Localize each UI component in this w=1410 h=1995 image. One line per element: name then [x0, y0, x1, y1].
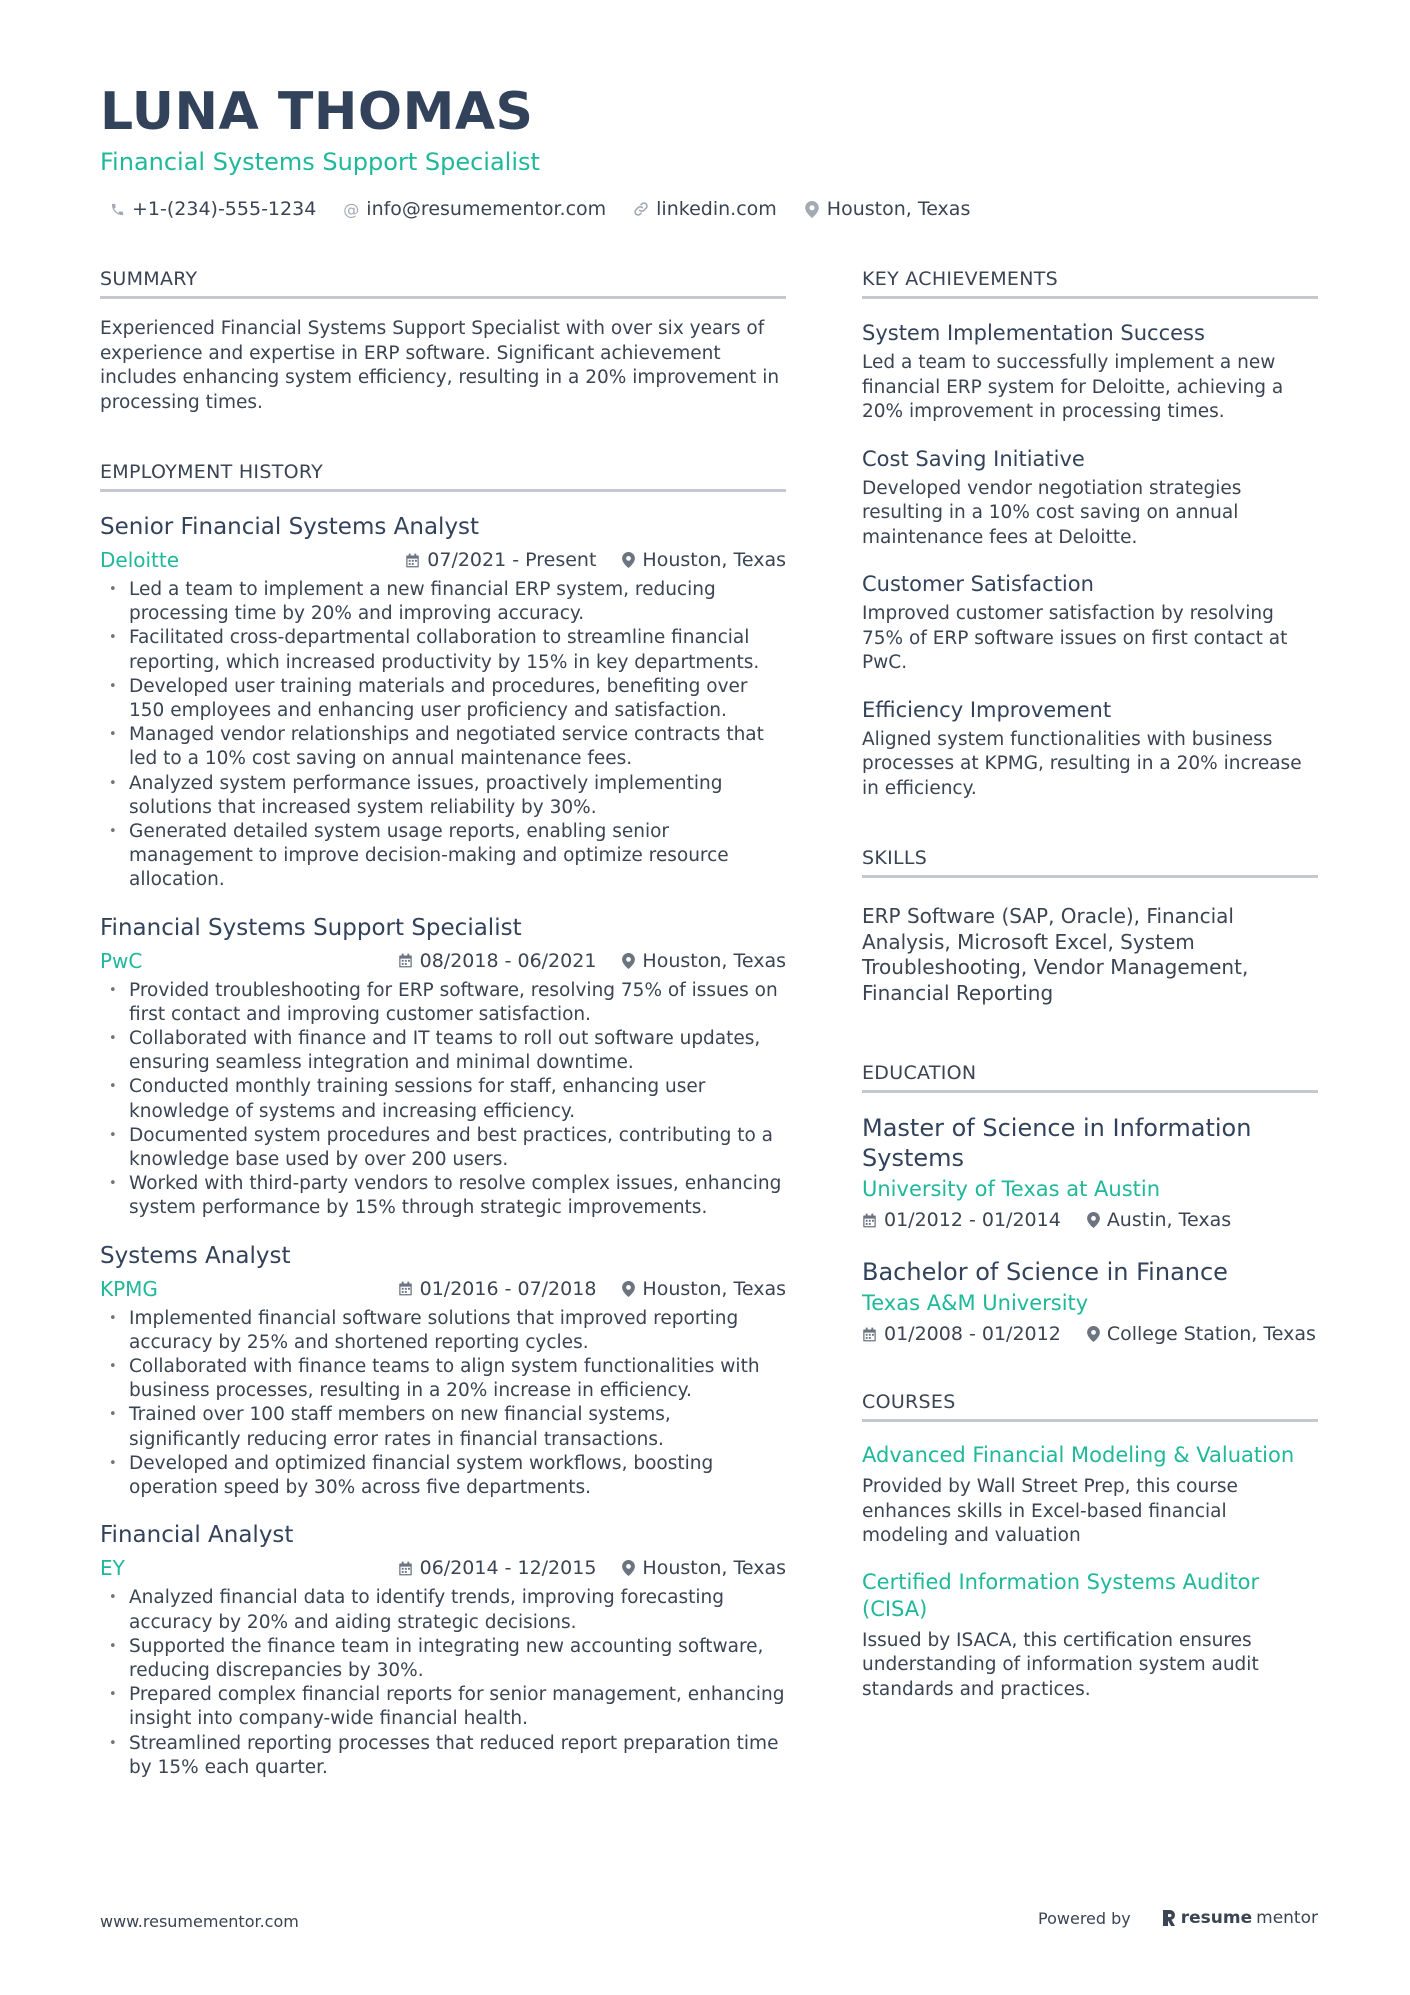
contact-email[interactable] — [342, 198, 606, 220]
course-item — [862, 1442, 1318, 1549]
education-location-text: Austin, Texas — [1106, 1209, 1232, 1231]
phone-icon — [108, 202, 126, 217]
job-bullet: • Managed vendor relationships and negotiated service contracts that led to a 10% cost saving on annual maintenance fees. — [100, 723, 786, 771]
job-bullet: • Implemented financial software solutions that improved reporting accuracy by 25% and shortened reporting cycles. — [100, 1307, 786, 1355]
education-dates-text: 01/2012 - 01/2014 — [884, 1209, 1061, 1231]
location-pin-icon — [1087, 1326, 1100, 1342]
location-pin-icon — [622, 552, 635, 568]
job-company: KPMG — [100, 1276, 158, 1301]
job-dates-text: 08/2018 - 06/2021 — [419, 949, 597, 972]
education-school: Texas A&M University — [862, 1291, 1089, 1315]
contact-email-text: info@resumementor.com — [366, 198, 607, 220]
calendar-icon — [398, 953, 413, 968]
location-pin-icon — [803, 201, 821, 218]
contact-linkedin-text: linkedin.com — [656, 198, 777, 220]
course-desc: Provided by Wall Street Prep, this course enhances skills in Excel-based financial modeling and valuation — [862, 1476, 1238, 1546]
job-bullets — [100, 979, 786, 1221]
job-dates — [405, 549, 596, 571]
education-meta — [862, 1323, 1318, 1345]
job-meta — [100, 949, 786, 973]
job-company: Deloitte — [100, 548, 180, 572]
education-degree: Master of Science in Information Systems — [862, 1114, 1252, 1172]
employment-heading: EMPLOYMENT HISTORY — [100, 461, 786, 492]
link-icon — [632, 201, 650, 217]
job-bullet: • Provided troubleshooting for ERP software, resolving 75% of issues on first contact and improving customer satisfaction. — [100, 979, 786, 1027]
job-bullet: • Trained over 100 staff members on new financial systems, significantly reducing error rates in financial transactions. — [100, 1403, 786, 1451]
job-bullet: • Supported the finance team in integrating new accounting software, reducing discrepancies by 30%. — [100, 1635, 786, 1683]
location-pin-icon — [622, 1281, 635, 1297]
job-dates — [398, 950, 597, 972]
job-title: Systems Analyst — [100, 1242, 291, 1269]
job-bullets — [100, 1307, 786, 1501]
job-bullet: • Led a team to implement a new financial ERP system, reducing processing time by 20% and improving accuracy. — [100, 578, 786, 626]
left-column — [100, 268, 786, 1780]
education-degree: Bachelor of Science in Finance — [862, 1258, 1228, 1286]
brand-mark-icon — [1161, 1908, 1177, 1928]
calendar-icon — [398, 1561, 413, 1576]
achievement-desc: Improved customer satisfaction by resolving 75% of ERP software issues on first contact at PwC. — [862, 603, 1288, 673]
achievement-item — [862, 698, 1318, 802]
achievement-item — [862, 321, 1318, 425]
education-location — [1087, 1323, 1316, 1345]
job-dates — [398, 1278, 597, 1300]
job-bullet: • Analyzed system performance issues, proactively implementing solutions that increased system reliability by 30%. — [100, 772, 786, 820]
job-meta — [100, 1277, 786, 1301]
calendar-icon — [862, 1213, 877, 1228]
brand-name-bold: resume — [1180, 1908, 1253, 1928]
job-dates-text: 06/2014 - 12/2015 — [419, 1557, 597, 1580]
contact-phone-text: +1-(234)-555-1234 — [132, 198, 317, 220]
achievement-title: Efficiency Improvement — [862, 697, 1112, 722]
job-entry — [100, 1522, 786, 1780]
education-dates — [862, 1209, 1061, 1231]
job-bullet: • Worked with third-party vendors to resolve complex issues, enhancing system performance by 15% through strategic improvements. — [100, 1172, 786, 1220]
achievement-item — [862, 447, 1318, 551]
job-entry — [100, 1243, 786, 1501]
job-dates-text: 07/2021 - Present — [427, 549, 597, 571]
education-dates-text: 01/2008 - 01/2012 — [884, 1323, 1061, 1345]
job-entry — [100, 514, 786, 893]
candidate-role: Financial Systems Support Specialist — [100, 148, 540, 176]
achievement-item — [862, 572, 1318, 676]
job-bullets — [100, 578, 786, 893]
right-column — [862, 268, 1318, 1702]
skills-heading: SKILLS — [862, 847, 1318, 878]
job-bullet: • Documented system procedures and best practices, contributing to a knowledge base used by over 200 users. — [100, 1124, 786, 1172]
calendar-icon — [405, 553, 420, 568]
job-title: Financial Systems Support Specialist — [100, 914, 522, 941]
candidate-name: LUNA THOMAS — [100, 82, 534, 142]
location-pin-icon — [1087, 1212, 1100, 1228]
footer-powered-by — [1038, 1908, 1318, 1928]
job-bullet: • Facilitated cross-departmental collaboration to streamline financial reporting, which increased productivity by 15% in key departments. — [100, 626, 786, 674]
job-bullet: • Conducted monthly training sessions for staff, enhancing user knowledge of systems and increasing efficiency. — [100, 1075, 786, 1123]
job-bullet: • Collaborated with finance and IT teams to roll out software updates, ensuring seamless integration and minimal downtime. — [100, 1027, 786, 1075]
achievement-title: System Implementation Success — [862, 321, 1205, 345]
job-title: Financial Analyst — [100, 1522, 294, 1549]
courses-heading: COURSES — [862, 1391, 1318, 1422]
job-location-text: Houston, Texas — [642, 1557, 786, 1580]
job-location — [622, 950, 786, 972]
summary-heading: SUMMARY — [100, 268, 786, 299]
education-meta — [862, 1209, 1318, 1231]
job-bullet: • Prepared complex financial reports for senior management, enhancing insight into company-wide financial health. — [100, 1683, 786, 1731]
job-location — [622, 1557, 786, 1579]
job-dates — [398, 1557, 597, 1579]
job-bullet: • Developed and optimized financial system workflows, boosting operation speed by 30% across five departments. — [100, 1452, 786, 1500]
powered-by-label: Powered by — [1038, 1908, 1131, 1928]
job-meta — [100, 548, 786, 572]
achievements-heading: KEY ACHIEVEMENTS — [862, 268, 1318, 299]
job-bullet: • Streamlined reporting processes that reduced report preparation time by 15% each quarter. — [100, 1732, 786, 1780]
location-pin-icon — [622, 953, 635, 969]
location-pin-icon — [622, 1560, 635, 1576]
job-location-text: Houston, Texas — [642, 949, 786, 972]
contact-linkedin[interactable] — [632, 198, 777, 220]
skills-text: ERP Software (SAP, Oracle), Financial Analysis, Microsoft Excel, System Troubleshooting, Vendor Management, Financial Reporting — [862, 904, 1249, 1005]
education-location — [1087, 1209, 1231, 1231]
summary-text: Experienced Financial Systems Support Specialist with over six years of experience and expertise in ERP software. Significant achievement includes enhancing system efficiency, resulting in a 20% improvement in processing times. — [100, 318, 780, 413]
job-title: Senior Financial Systems Analyst — [100, 514, 480, 540]
education-item — [862, 1257, 1318, 1345]
course-item — [862, 1569, 1318, 1703]
course-title: Advanced Financial Modeling & Valuation — [862, 1443, 1295, 1467]
job-entry — [100, 915, 786, 1221]
job-dates-text: 01/2016 - 07/2018 — [419, 1277, 597, 1300]
job-location — [622, 1278, 786, 1300]
education-location-text: College Station, Texas — [1106, 1323, 1316, 1345]
achievement-title: Cost Saving Initiative — [862, 446, 1085, 471]
education-item — [862, 1113, 1318, 1231]
brand-logo[interactable] — [1161, 1908, 1318, 1928]
contact-phone[interactable] — [108, 198, 316, 220]
contact-bar — [108, 198, 970, 220]
job-company: PwC — [100, 948, 143, 973]
job-bullet: • Analyzed financial data to identify trends, improving forecasting accuracy by 20% and aiding strategic decisions. — [100, 1586, 786, 1634]
job-bullets — [100, 1586, 786, 1780]
calendar-icon — [862, 1327, 877, 1342]
job-company: EY — [100, 1556, 125, 1581]
achievement-desc: Led a team to successfully implement a new financial ERP system for Deloitte, achieving a 20% improvement in processing times. — [862, 352, 1284, 422]
brand-name-light: mentor — [1256, 1908, 1318, 1928]
job-meta — [100, 1556, 786, 1580]
contact-location-text: Houston, Texas — [826, 198, 971, 220]
footer-website[interactable]: www.resumementor.com — [100, 1912, 299, 1931]
achievement-desc: Aligned system functionalities with business processes at KPMG, resulting in a 20% increase in efficiency. — [862, 728, 1302, 799]
course-title: Certified Information Systems Auditor (CISA) — [862, 1569, 1260, 1621]
calendar-icon — [398, 1281, 413, 1296]
course-desc: Issued by ISACA, this certification ensures understanding of information system audit standards and practices. — [862, 1629, 1259, 1700]
education-heading: EDUCATION — [862, 1062, 1318, 1093]
achievement-desc: Developed vendor negotiation strategies resulting in a 10% cost saving on annual maintenance fees at Deloitte. — [862, 477, 1242, 548]
job-bullet: • Collaborated with finance teams to align system functionalities with business processes, resulting in a 20% increase in efficiency. — [100, 1355, 786, 1403]
job-bullet: • Developed user training materials and procedures, benefiting over 150 employees and enhancing user proficiency and satisfaction. — [100, 675, 786, 723]
job-bullet: • Generated detailed system usage reports, enabling senior management to improve decision-making and optimize resource allocation. — [100, 820, 786, 893]
education-school: University of Texas at Austin — [862, 1177, 1161, 1201]
job-location-text: Houston, Texas — [642, 549, 786, 571]
education-dates — [862, 1323, 1061, 1345]
job-location — [622, 549, 786, 571]
at-icon: @ — [343, 199, 360, 219]
job-location-text: Houston, Texas — [642, 1277, 786, 1300]
contact-location — [803, 198, 971, 220]
achievement-title: Customer Satisfaction — [862, 572, 1094, 596]
